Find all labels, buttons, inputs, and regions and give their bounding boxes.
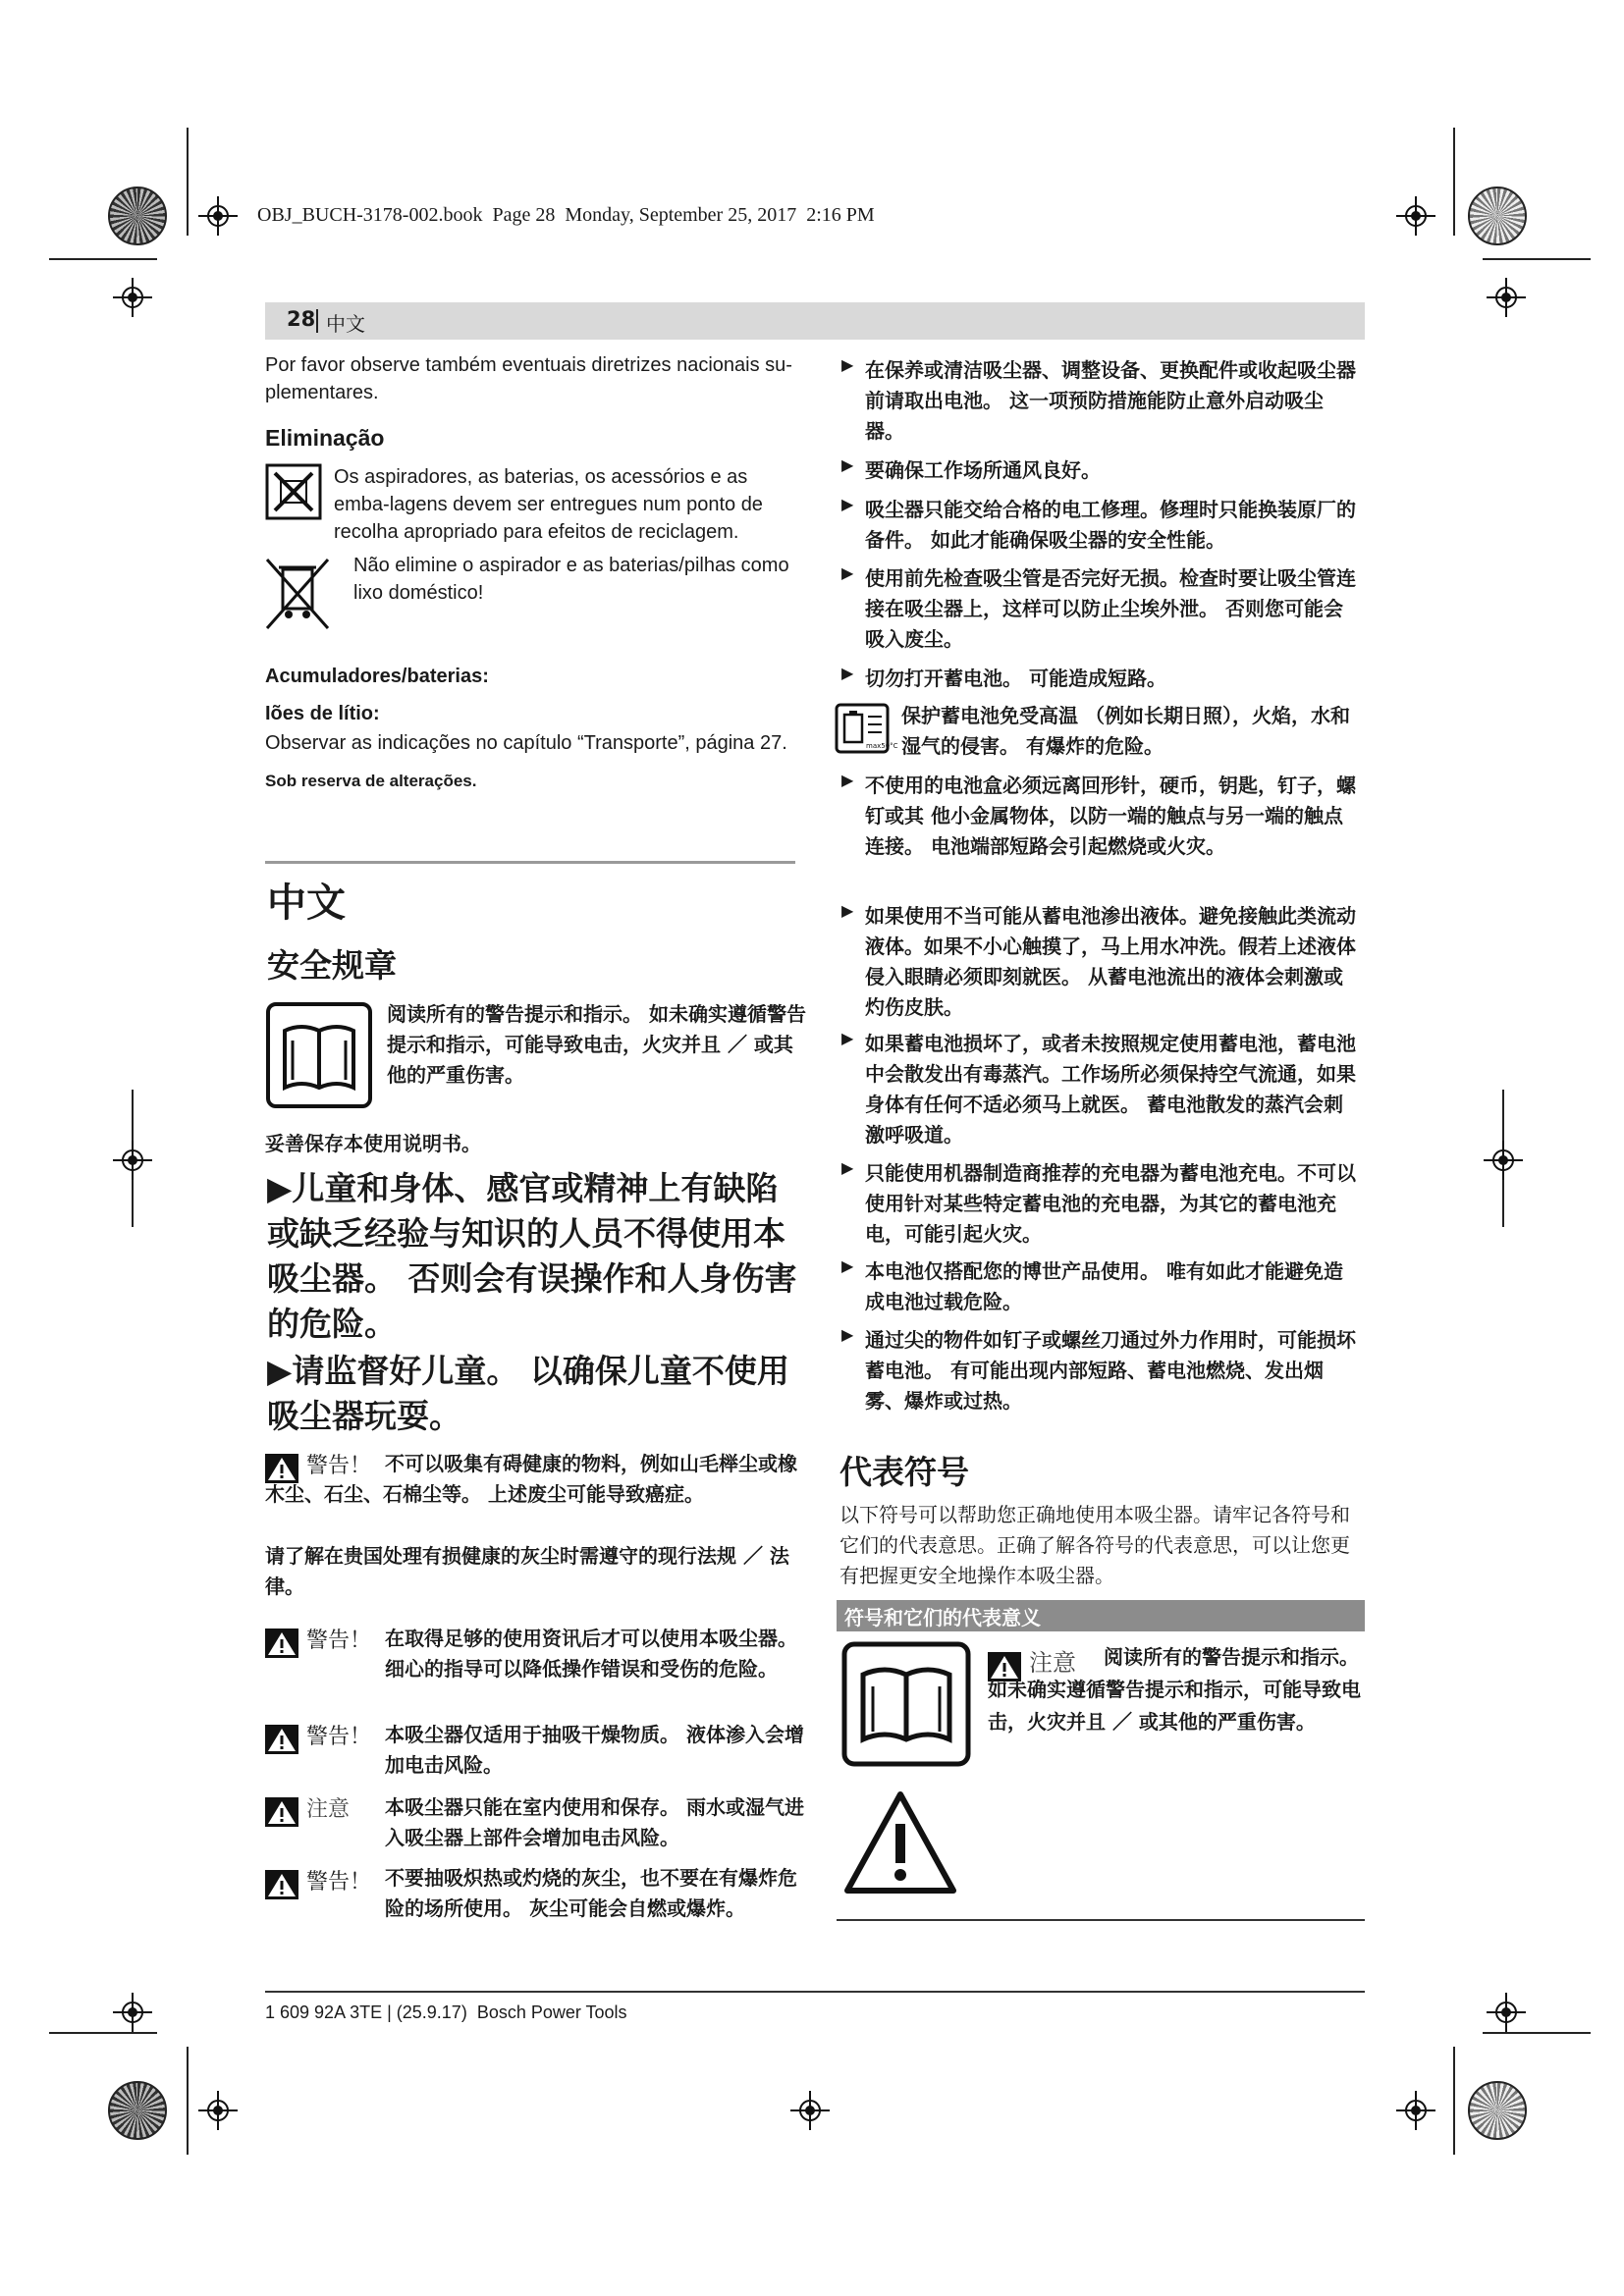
crosshair-icon: [1487, 1993, 1526, 2032]
elim-heading: Eliminação: [265, 425, 385, 451]
warning-triangle-icon: [265, 1870, 298, 1899]
crop-line: [1453, 2047, 1455, 2155]
footer-rule: [265, 1991, 1365, 1993]
acc-heading: Acumuladores/baterias:: [265, 666, 489, 687]
crosshair-icon: [113, 1993, 152, 2032]
crop-line: [1483, 258, 1591, 260]
warning-text-2: 在取得足够的使用资讯后才可以使用本吸尘器。 细心的指导可以降低操作错误和受伤的危险。: [385, 1627, 797, 1681]
symbols-title: 代表符号: [839, 1453, 969, 1491]
color-registration-icon: [108, 2081, 167, 2140]
caution-label: 注意: [1029, 1649, 1076, 1677]
bullet-1: ▶ 在保养或清洁吸尘器、调整设备、更换配件或收起吸尘器前请取出电池。 这一项预防措施能防止意外启动吸尘器。: [841, 355, 1356, 443]
li-text: Observar as indicações no capítulo “Transporte”, página 27.: [265, 732, 787, 754]
table-caution-text: 阅读所有的警告提示和指示。 如未确实遵循警告提示和指示，可能导致电击，火灾并且 ／ 或其他的严重伤害。: [988, 1645, 1361, 1734]
crop-line: [49, 258, 157, 260]
warning-text-3: 本吸尘器仅适用于抽吸干燥物质。 液体渗入会增加电击风险。: [385, 1723, 804, 1777]
color-registration-icon: [1468, 187, 1527, 245]
crosshair-icon: [113, 278, 152, 317]
recycle-icon: [265, 463, 322, 520]
bullet-7: ▶ 如果使用不当可能从蓄电池渗出液体。避免接触此类流动液体。如果不小心触摸了，马上用水冲洗。假若上述液体侵入眼睛必须即刻就医。 从蓄电池流出的液体会刺激或灼伤皮肤。: [841, 901, 1356, 1019]
keep-manual: 妥善保存本使用说明书。: [265, 1132, 481, 1155]
caution-triangle-icon: [265, 1797, 298, 1827]
color-registration-icon: [1468, 2081, 1527, 2140]
battery-heat-icon: [835, 703, 898, 754]
crop-line: [1453, 128, 1455, 236]
bullet-10: ▶ 本电池仅搭配您的博世产品使用。 唯有如此才能避免造成电池过载危险。: [841, 1256, 1343, 1313]
crosshair-icon: [790, 2091, 830, 2130]
warning-label: 警告！: [306, 1454, 372, 1478]
caution-text-1: 本吸尘器只能在室内使用和保存。 雨水或湿气进入吸尘器上部件会增加电击风险。: [385, 1795, 804, 1849]
page-section-label: 中文: [326, 312, 365, 336]
elim-text-1: Os aspiradores, as baterias, os acessórios e as emba-lagens devem ser entregues num ponto de recolha apropriado para efeitos de reciclagem.: [334, 466, 763, 543]
read-warning-text: 阅读所有的警告提示和指示。 如未确实遵循警告提示和指示，可能导致电击，火灾并且 ／ 或其他的严重伤害。: [387, 1002, 806, 1087]
crop-line: [187, 2047, 189, 2155]
crop-line: [1483, 2032, 1591, 2034]
caution-row-1: [265, 1792, 350, 1827]
warning-row-2: [265, 1624, 371, 1658]
crop-line: [187, 128, 189, 236]
page-header-bar: [265, 302, 1365, 340]
elim-text-2: Não elimine o aspirador e as baterias/pilhas como lixo doméstico!: [353, 555, 789, 604]
svg-text:max50°C: max50°C: [866, 742, 898, 750]
crosshair-icon: [113, 1141, 152, 1180]
crosshair-icon: [1396, 196, 1435, 236]
crosshair-icon: [1484, 1141, 1523, 1180]
bullet-11: ▶ 通过尖的物件如钉子或螺丝刀通过外力作用时，可能损坏蓄电池。 有可能出现内部短路、蓄电池燃烧、发出烟雾、爆炸或过热。: [841, 1325, 1356, 1413]
print-header: OBJ_BUCH-3178-002.book Page 28 Monday, September 25, 2017 2:16 PM: [257, 204, 875, 226]
li-heading: Iões de lítio:: [265, 703, 380, 724]
crosshair-icon: [198, 2091, 238, 2130]
safety-title: 安全规章: [267, 946, 397, 985]
header-divider: [316, 309, 318, 333]
read-manual-icon: [265, 1001, 373, 1109]
bullet-6: ▶ 不使用的电池盒必须远离回形针，硬币，钥匙，钉子，螺钉或其 他小金属物体，以防一端的触点与另一端的触点连接。 电池端部短路会引起燃烧或火灾。: [841, 771, 1356, 858]
section-rule: [265, 861, 795, 864]
crossed-bin-icon: [263, 556, 332, 632]
crop-line: [49, 2032, 157, 2034]
bullet-9: ▶ 只能使用机器制造商推荐的充电器为蓄电池充电。不可以使用针对某些特定蓄电池的充电器，为其它的蓄电池充电，可能引起火灾。: [841, 1158, 1356, 1246]
warning-text-1: 不可以吸集有碍健康的物料，例如山毛榉尘或橡木尘、石尘、石棉尘等。 上述废尘可能导致癌症。: [265, 1452, 797, 1506]
big-bullet-2: ▶请监督好儿童。 以确保儿童不使用吸尘器玩耍。: [267, 1352, 789, 1435]
symbols-table-header: 符号和它们的代表意义: [844, 1606, 1041, 1629]
warning-row-3: [265, 1720, 371, 1754]
cn-title: 中文: [267, 881, 346, 926]
table-bottom-rule: [837, 1919, 1365, 1921]
bullet-2: ▶ 要确保工作场所通风良好。: [841, 455, 1101, 482]
big-bullet-1: ▶儿童和身体、感官或精神上有缺陷或缺乏经验与知识的人员不得使用本吸尘器。 否则会有误操作和人身伤害的危险。: [267, 1169, 797, 1343]
crosshair-icon: [1487, 278, 1526, 317]
warning-triangle-icon: [841, 1789, 959, 1896]
page-number: 28: [287, 307, 316, 331]
warning-row-4: [265, 1865, 371, 1899]
crosshair-icon: [1396, 2091, 1435, 2130]
crosshair-icon: [198, 196, 238, 236]
bullet-3: ▶ 吸尘器只能交给合格的电工修理。修理时只能换装原厂的备件。 如此才能确保吸尘器的安全性能。: [841, 495, 1356, 552]
bullet-8: ▶ 如果蓄电池损坏了，或者未按照规定使用蓄电池，蓄电池中会散发出有毒蒸汽。工作场所必须保持空气流通，如果身体有任何不适必须马上就医。 蓄电池散发的蒸汽会刺激呼吸道。: [841, 1029, 1356, 1147]
bullet-4: ▶ 使用前先检查吸尘管是否完好无损。检查时要让吸尘管连接在吸尘器上，这样可以防止尘埃外泄。 否则您可能会吸入废尘。: [841, 563, 1356, 651]
caution-label: 注意: [306, 1797, 351, 1822]
warning-text-4: 不要抽吸炽热或灼烧的灰尘，也不要在有爆炸危险的场所使用。 灰尘可能会自燃或爆炸。: [385, 1866, 797, 1920]
bullet-5: ▶ 切勿打开蓄电池。 可能造成短路。: [841, 664, 1166, 690]
warning-label: 警告！: [306, 1725, 372, 1749]
warning-triangle-icon: [265, 1629, 298, 1658]
warning-label: 警告！: [306, 1870, 372, 1895]
warning-label: 警告！: [306, 1629, 372, 1653]
law-text: 请了解在贵国处理有损健康的灰尘时需遵守的现行法规 ／ 法律。: [265, 1544, 789, 1598]
pt-intro: Por favor observe também eventuais diretrizes nacionais su-plementares.: [265, 354, 792, 403]
color-registration-icon: [108, 187, 167, 245]
warning-triangle-icon: [265, 1725, 298, 1754]
footer-text: 1 609 92A 3TE | (25.9.17) Bosch Power Tools: [265, 2002, 627, 2022]
symbols-intro: 以下符号可以帮助您正确地使用本吸尘器。请牢记各符号和它们的代表意思。正确了解各符号的代表意思，可以让您更有把握更安全地操作本吸尘器。: [839, 1503, 1350, 1587]
read-manual-icon: [841, 1641, 971, 1767]
heat-warning-text: 保护蓄电池免受高温 （例如长期日照），火焰，水和湿气的侵害。 有爆炸的危险。: [901, 704, 1350, 758]
reserve-note: Sob reserva de alterações.: [265, 772, 477, 790]
